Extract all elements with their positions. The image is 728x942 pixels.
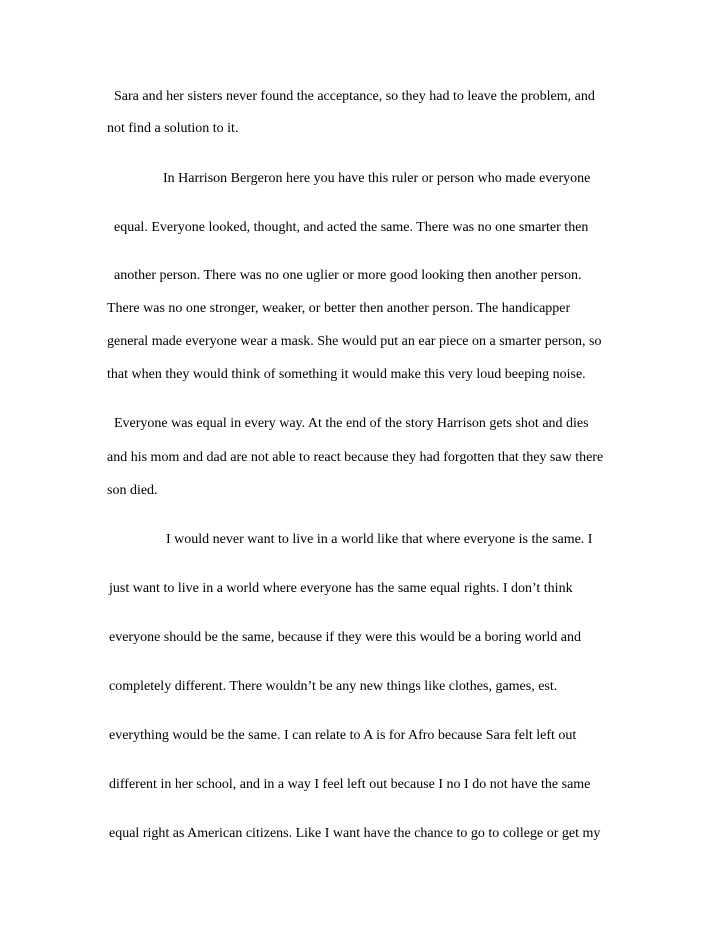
- text-line: different in her school, and in a way I feel left out because I no I do not have the same: [109, 777, 591, 792]
- text-line: equal right as American citizens. Like I want have the chance to go to college or get my: [109, 826, 601, 841]
- text-line: Everyone was equal in every way. At the end of the story Harrison gets shot and dies: [114, 416, 589, 431]
- text-line: completely different. There wouldn’t be any new things like clothes, games, est.: [109, 679, 558, 694]
- text-line: In Harrison Bergeron here you have this ruler or person who made everyone: [163, 171, 591, 186]
- text-line: Sara and her sisters never found the acceptance, so they had to leave the problem, and: [114, 89, 595, 104]
- text-line: everything would be the same. I can relate to A is for Afro because Sara felt left out: [109, 728, 577, 743]
- text-line: There was no one stronger, weaker, or better then another person. The handicapper: [107, 301, 571, 316]
- text-line: I would never want to live in a world like that where everyone is the same. I: [166, 532, 593, 547]
- text-line: just want to live in a world where everyone has the same equal rights. I don’t think: [109, 581, 573, 596]
- text-line: everyone should be the same, because if they were this would be a boring world and: [109, 630, 581, 645]
- text-line: that when they would think of something it would make this very loud beeping noise.: [107, 367, 586, 382]
- text-line: another person. There was no one uglier or more good looking then another person.: [114, 268, 582, 283]
- text-line: and his mom and dad are not able to react because they had forgotten that they saw there: [107, 450, 604, 465]
- text-line: equal. Everyone looked, thought, and acted the same. There was no one smarter then: [114, 220, 589, 235]
- text-line: general made everyone wear a mask. She would put an ear piece on a smarter person, so: [107, 334, 602, 349]
- text-line: son died.: [107, 483, 158, 498]
- text-line: not find a solution to it.: [107, 121, 239, 136]
